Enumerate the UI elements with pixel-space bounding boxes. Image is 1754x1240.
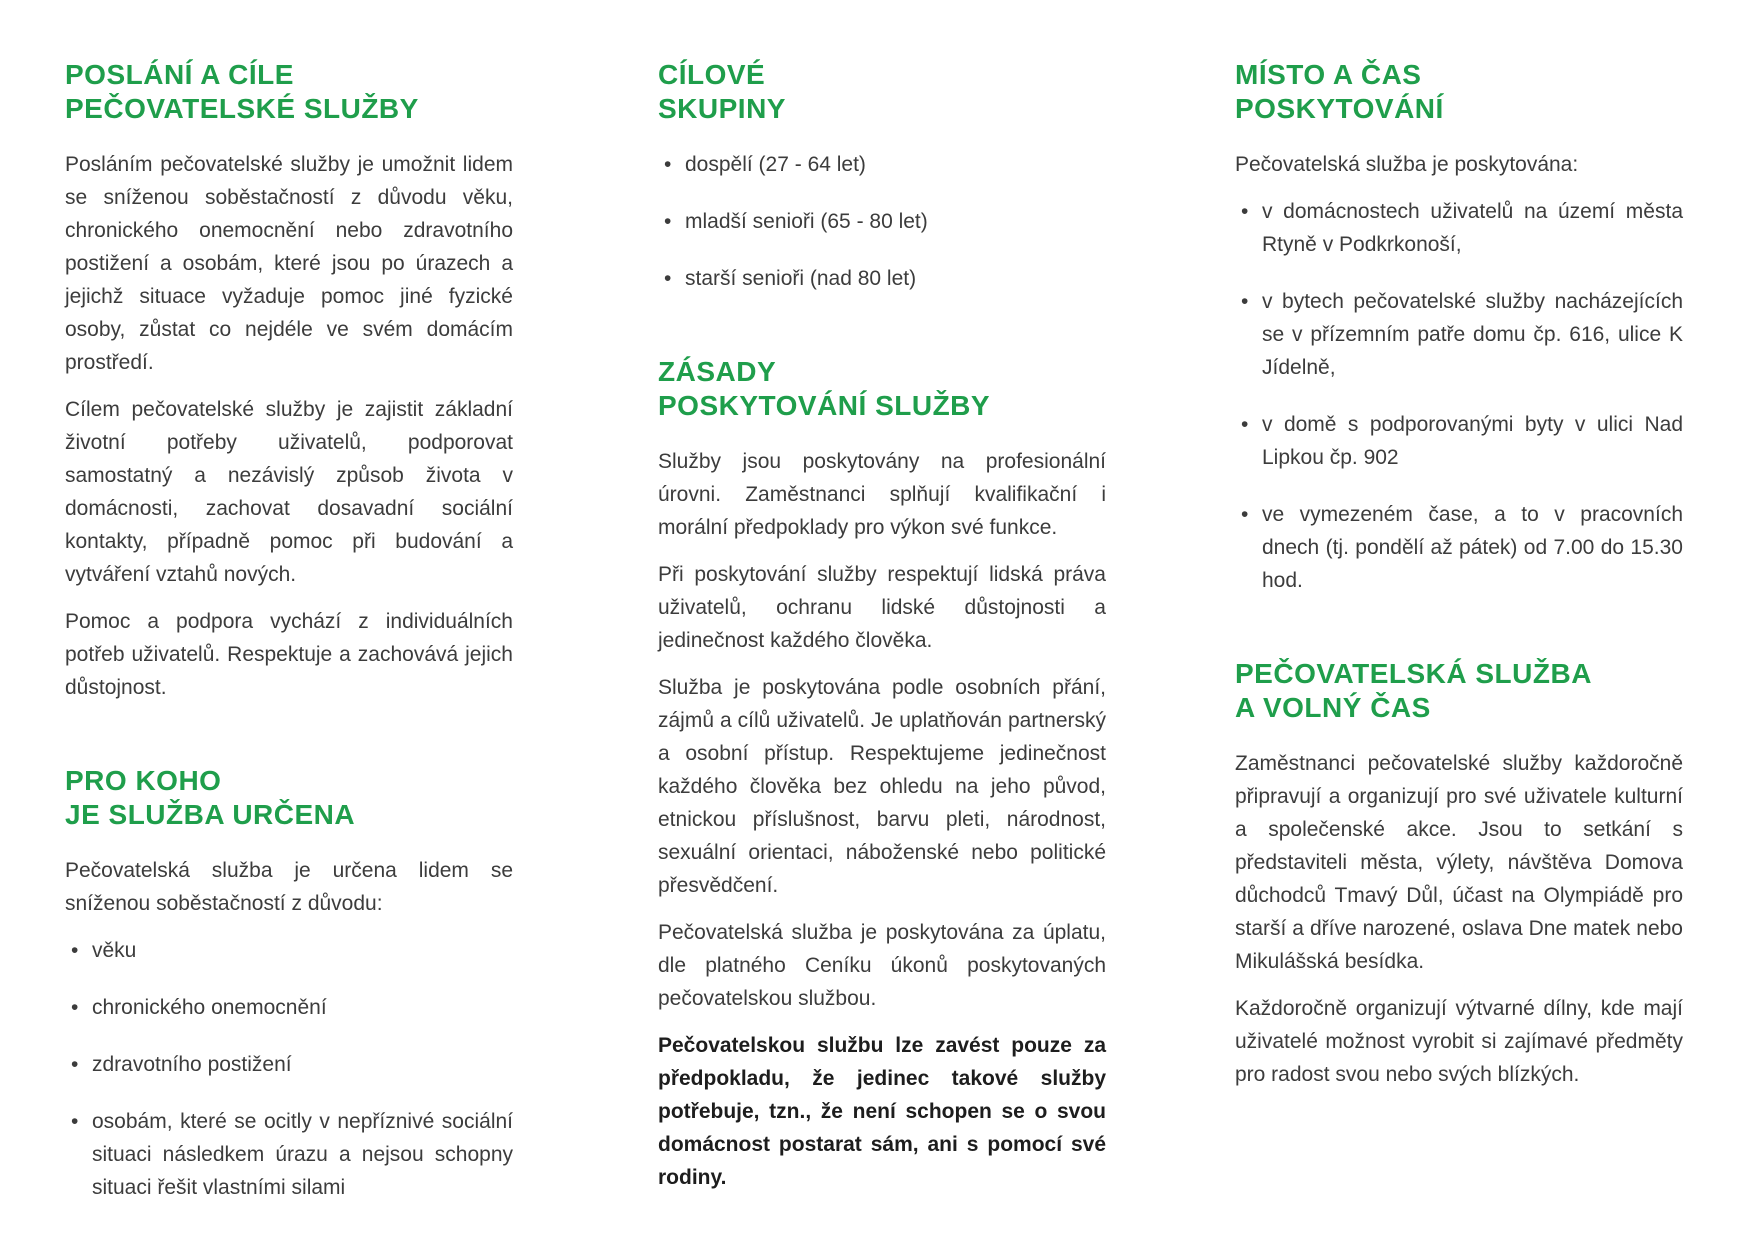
- bullet-item: • mladší senioři (65 - 80 let): [658, 205, 1106, 238]
- section-heading-line: CÍLOVÉ: [658, 59, 766, 90]
- body-paragraph-bold: Pečovatelskou službu lze zavést pouze za předpokladu, že jedinec takové služby potřebuje, tzn., že není schopen se o svou domácnost postarat sám, ani s pomocí své rodiny.: [658, 1034, 1106, 1189]
- section-heading-line: PRO KOHO: [65, 765, 222, 796]
- body-paragraph: Pečovatelská služba je poskytována za úplatu, dle platného Ceníku úkonů poskytovaných pečovatelskou službou.: [658, 921, 1106, 1010]
- section-heading-line: ZÁSADY: [658, 356, 777, 387]
- section-heading-line: MÍSTO A ČAS: [1235, 59, 1422, 90]
- bullet-item: • v domácnostech uživatelů na území města Rtyně v Podkrkonoší,: [1235, 195, 1683, 261]
- section-heading: [658, 58, 1106, 126]
- bullet-list: [65, 934, 513, 1204]
- column-2: [658, 58, 1106, 1208]
- bullet-item: • v domě s podporovanými byty v ulici Nad Lipkou čp. 902: [1235, 408, 1683, 474]
- column-1: [65, 58, 513, 1228]
- body-paragraph: Pečovatelská služba je poskytována:: [1235, 153, 1579, 176]
- body-paragraph: Každoročně organizují výtvarné dílny, kde mají uživatelé možnost vyrobit si zajímavé předměty pro radost svou nebo svých blízkých.: [1235, 997, 1683, 1086]
- column-3: [1235, 58, 1683, 1105]
- section-heading-line: POSKYTOVÁNÍ SLUŽBY: [658, 390, 991, 421]
- body-paragraph: Pečovatelská služba je určena lidem se sníženou soběstačností z důvodu:: [65, 859, 513, 915]
- section-heading-line: A VOLNÝ ČAS: [1235, 692, 1431, 723]
- bullet-list: [1235, 195, 1683, 597]
- body-paragraph: Pomoc a podpora vychází z individuálních potřeb uživatelů. Respektuje a zachovává jejich důstojnost.: [65, 610, 513, 699]
- bullet-item: • chronického onemocnění: [65, 991, 513, 1024]
- bullet-item: • dospělí (27 - 64 let): [658, 148, 1106, 181]
- section-heading-line: POSLÁNÍ A CÍLE: [65, 59, 294, 90]
- bullet-item: • osobám, které se ocitly v nepříznivé sociální situaci následkem úrazu a nejsou schopny situaci řešit vlastními silami: [65, 1105, 513, 1204]
- body-paragraph: Služba je poskytována podle osobních přání, zájmů a cílů uživatelů. Je uplatňován partnerský a osobní přístup. Respektujeme jedinečnost každého člověka bez ohledu na jeho původ, etnickou příslušnost, barvu pleti, národnost, sexuální orientaci, náboženské nebo politické přesvědčení.: [658, 676, 1106, 897]
- section-heading: [65, 764, 513, 832]
- section-heading: [1235, 58, 1683, 126]
- section-heading: [65, 58, 513, 126]
- bullet-list: [658, 148, 1106, 295]
- body-paragraph: Služby jsou poskytovány na profesionální úrovni. Zaměstnanci splňují kvalifikační i morální předpoklady pro výkon své funkce.: [658, 450, 1106, 539]
- body-paragraph: Posláním pečovatelské služby je umožnit lidem se sníženou soběstačností z důvodu věku, chronického onemocnění nebo zdravotního postižení a osobám, které jsou po úrazech a jejichž situace vyžaduje pomoc jiné fyzické osoby, zůstat co nejdéle ve svém domácím prostředí.: [65, 153, 513, 374]
- section-heading: [658, 355, 1106, 423]
- bullet-item: • ve vymezeném čase, a to v pracovních dnech (tj. pondělí až pátek) od 7.00 do 15.30 hod.: [1235, 498, 1683, 597]
- section-heading-line: PEČOVATELSKÁ SLUŽBA: [1235, 658, 1592, 689]
- section-heading-line: SKUPINY: [658, 93, 786, 124]
- bullet-item: • věku: [65, 934, 513, 967]
- bullet-item: • starší senioři (nad 80 let): [658, 262, 1106, 295]
- body-paragraph: Zaměstnanci pečovatelské služby každoročně připravují a organizují pro své uživatele kulturní a společenské akce. Jsou to setkání s představiteli města, výlety, návštěva Domova důchodců Tmavý Důl, účast na Olympiádě pro starší a dříve narozené, oslava Dne matek nebo Mikulášská besídka.: [1235, 752, 1683, 973]
- body-paragraph: Při poskytování služby respektují lidská práva uživatelů, ochranu lidské důstojnosti a jedinečnost každého člověka.: [658, 563, 1106, 652]
- section-heading: [1235, 657, 1683, 725]
- section-heading-line: JE SLUŽBA URČENA: [65, 799, 356, 830]
- section-heading-line: PEČOVATELSKÉ SLUŽBY: [65, 93, 419, 124]
- section-heading-line: POSKYTOVÁNÍ: [1235, 93, 1444, 124]
- bullet-item: • zdravotního postižení: [65, 1048, 513, 1081]
- bullet-item: • v bytech pečovatelské služby nacházejících se v přízemním patře domu čp. 616, ulice K Jídelně,: [1235, 285, 1683, 384]
- body-paragraph: Cílem pečovatelské služby je zajistit základní životní potřeby uživatelů, podporovat samostatný a nezávislý způsob života v domácnosti, zachovat dosavadní sociální kontakty, případně pomoc při budování a vytváření vztahů nových.: [65, 398, 513, 586]
